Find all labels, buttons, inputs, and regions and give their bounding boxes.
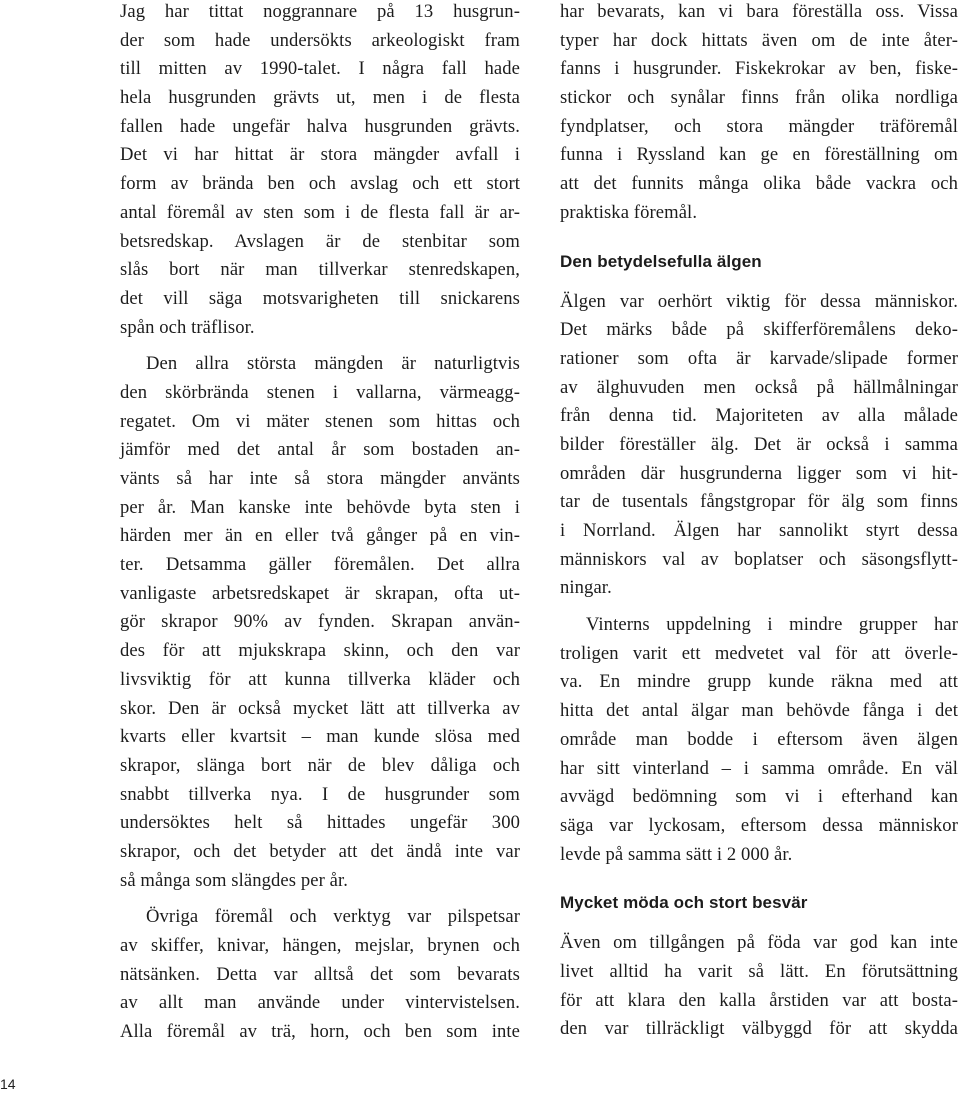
text-line: antal föremål av sten som i de flesta fall är ar- <box>120 201 520 223</box>
paragraph <box>120 350 520 895</box>
text-line: typer har dock hittats även om de inte åter- <box>560 29 958 51</box>
text-line: vänts så har inte så stora mängder använts <box>120 468 520 489</box>
text-line: av älghuvuden men också på hällmålningar <box>560 376 958 398</box>
text-line: det vill säga motsvarigheten till snickarens <box>120 287 520 309</box>
text-line: Den allra största mängden är naturligtvis <box>146 353 520 375</box>
text-line: Det märks både på skifferföremålens deko- <box>560 319 958 341</box>
text-line: har bevarats, kan vi bara föreställa oss. Vissa <box>560 1 958 22</box>
text-line: snabbt tillverka nya. I de husgrunder som <box>120 783 520 805</box>
text-line: av skiffer, knivar, hängen, mejslar, brynen och <box>120 935 520 956</box>
text-line: hitta det antal älgar man behövde fånga i det <box>560 700 958 722</box>
text-line: kvarts eller kvartsit – man kunde slösa med <box>120 726 520 748</box>
text-line: fallen hade ungefär halva husgrunden grävts. <box>120 115 520 137</box>
text-line: hela husgrunden grävts ut, men i de flesta <box>120 87 520 109</box>
text-line: områden där husgrunderna ligger som vi hit- <box>560 462 958 484</box>
text-line: des för att mjukskrapa skinn, och den var <box>120 640 520 662</box>
text-line: skor. Den är också mycket lätt att tillverka av <box>120 697 520 719</box>
section-heading: Den betydelsefulla älgen <box>560 251 762 271</box>
text-line: tar de tusentals fångstgropar för älg som finns <box>560 491 958 513</box>
text-line: för att klara den kalla årstiden var att bosta- <box>560 989 958 1011</box>
text-line: bilder föreställer älg. Det är också i samma <box>560 433 958 455</box>
text-line: ningar. <box>560 577 612 599</box>
text-line: avvägd bedömning som vi i efterhand kan <box>560 786 958 808</box>
paragraph <box>560 611 958 869</box>
text-line: per år. Man kanske inte behövde byta sten i <box>120 496 520 518</box>
text-line: ter. Detsamma gäller föremålen. Det allra <box>120 554 520 576</box>
text-line: regatet. Om vi mäter stenen som hittas och <box>120 410 520 432</box>
text-line: Älgen var oerhört viktig för dessa människor. <box>560 290 958 312</box>
right-column <box>560 0 958 1044</box>
text-line: betsredskap. Avslagen är de stenbitar som <box>120 230 520 252</box>
text-line: Alla föremål av trä, horn, och ben som inte <box>120 1021 520 1043</box>
text-line: stickor och synålar finns från olika nordliga <box>560 87 958 109</box>
text-line: säga var lyckosam, eftersom dessa människor <box>560 814 958 836</box>
text-line: Övriga föremål och verktyg var pilspetsar <box>146 906 520 928</box>
text-line: praktiska föremål. <box>560 201 698 223</box>
left-column <box>120 0 520 1047</box>
text-line: fyndplatser, och stora mängder träföremål <box>560 115 958 137</box>
text-line: der som hade undersökts arkeologiskt fram <box>120 29 520 51</box>
paragraph <box>560 929 958 1044</box>
text-line: Även om tillgången på föda var god kan inte <box>560 932 958 954</box>
text-line: rationer som ofta är karvade/slipade former <box>560 347 958 369</box>
text-line: Det vi har hittat är stora mängder avfall i <box>120 144 520 166</box>
text-line: fanns i husgrunder. Fiskekrokar av ben, fiske- <box>560 58 958 80</box>
text-line: Vinterns uppdelning i mindre grupper har <box>586 614 958 636</box>
page-number: 14 <box>0 1076 16 1092</box>
text-line: va. En mindre grupp kunde räkna med att <box>560 671 958 693</box>
text-line: skrapor, och det betyder att det ändå inte var <box>120 840 520 862</box>
section-heading: Mycket möda och stort besvär <box>560 893 808 913</box>
text-line: att det funnits många olika både vackra och <box>560 173 958 195</box>
paragraph <box>560 0 958 228</box>
text-line: till mitten av 1990-talet. I några fall hade <box>120 58 520 80</box>
text-line: undersöktes helt så hittades ungefär 300 <box>120 812 520 834</box>
paragraph <box>120 903 520 1046</box>
text-line: Jag har tittat noggrannare på 13 husgrun- <box>120 1 520 22</box>
text-line: den var tillräckligt välbyggd för att skydda <box>560 1018 958 1040</box>
text-line: den skörbrända stenen i vallarna, värmeagg- <box>120 381 520 403</box>
text-line: härden mer än en eller två gånger på en vin- <box>120 525 520 547</box>
text-line: jämför med det antal år som bostaden an- <box>120 439 520 461</box>
paragraph <box>560 288 958 604</box>
paragraph <box>120 0 520 342</box>
text-line: form av brända ben och avslag och ett stort <box>120 173 520 195</box>
text-line: troligen varit ett medvetet val för att överle- <box>560 642 958 664</box>
text-line: område man bodde i eftersom även älgen <box>560 728 958 750</box>
text-line: livsviktig för att kunna tillverka kläder och <box>120 668 520 690</box>
text-line: vanligaste arbetsredskapet är skrapan, ofta ut- <box>120 582 520 604</box>
text-line: har sitt vinterland – i samma område. En väl <box>560 757 958 779</box>
text-line: från denna tid. Majoriteten av alla målade <box>560 405 958 427</box>
text-line: gör skrapor 90% av fynden. Skrapan använ- <box>120 611 520 633</box>
text-line: skrapor, slänga bort när de blev dåliga och <box>120 754 520 776</box>
text-line: funna i Ryssland kan ge en föreställning om <box>560 144 958 166</box>
text-line: människors val av boplatser och säsongsflytt- <box>560 548 958 570</box>
text-line: i Norrland. Älgen har sannolikt styrt dessa <box>560 520 958 541</box>
text-line: av allt man använde under vintervistelsen. <box>120 992 520 1014</box>
text-line: så många som slängdes per år. <box>120 869 349 891</box>
text-line: levde på samma sätt i 2 000 år. <box>560 843 793 865</box>
text-line: spån och träflisor. <box>120 316 255 338</box>
text-line: slås bort när man tillverkar stenredskapen, <box>120 259 520 281</box>
text-line: nätsänken. Detta var alltså det som bevarats <box>120 963 520 985</box>
text-line: livet alltid ha varit så lätt. En förutsättning <box>560 960 958 982</box>
